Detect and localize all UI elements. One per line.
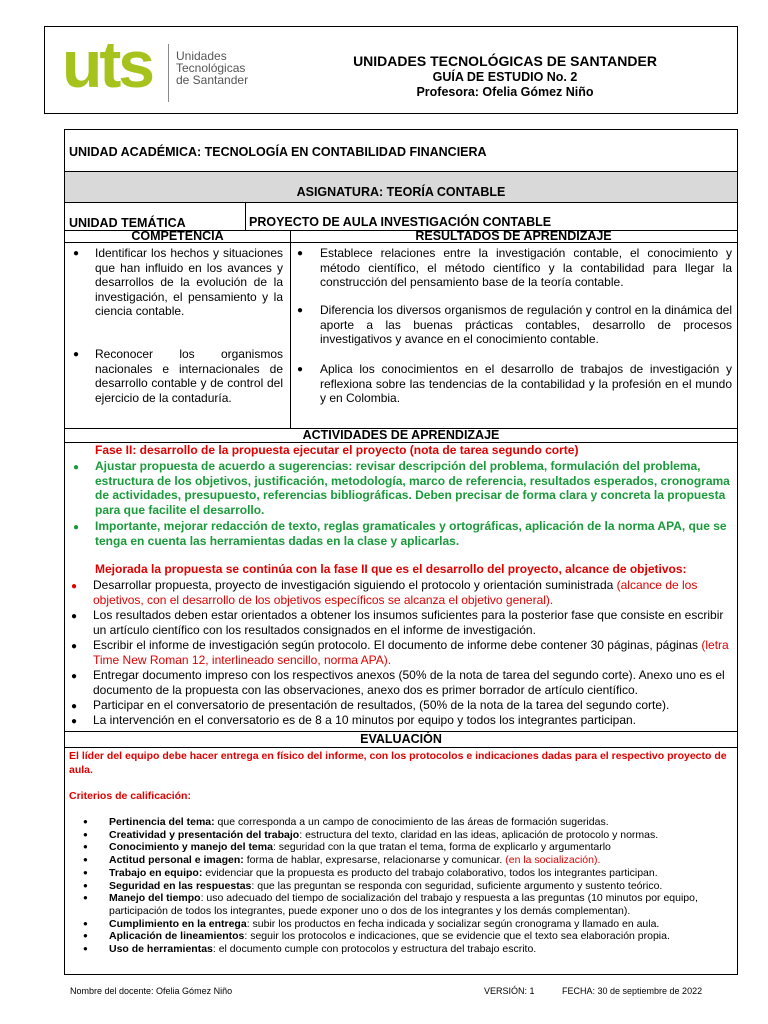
- resultado-item: Diferencia los diversos organismos de regulación y control en la dinámica del aporte a las buenas prácticas contables, desarrollo de procesos investigativos y avance en el conocimiento contable.: [320, 303, 732, 346]
- criteria-list: [83, 816, 733, 956]
- logo-mark: uts: [62, 27, 152, 101]
- criterion: [83, 930, 733, 943]
- teacher-name: Profesora: Ofelia Gómez Niño: [416, 85, 594, 99]
- subject-title: ASIGNATURA: TEORÍA CONTABLE: [296, 185, 506, 199]
- bullet-icon: ●: [83, 842, 88, 852]
- criterion-label: Pertinencia del tema:: [109, 816, 215, 828]
- criterion-text: : seguridad con la que tratan el tema, forma de explicarlo y argumentarlo: [272, 841, 611, 854]
- activity-item: Los resultados deben estar orientados a obtener los insumos suficientes para la posterior fase que consiste en escribir un artículo científico con los resultados consignados en el informe de investigación.: [93, 608, 724, 637]
- bullet-icon: ●: [83, 880, 88, 890]
- competencia-item: Reconocer los organismos nacionales e internacionales de desarrollo contable y de control del ejercicio de la contaduría.: [95, 347, 283, 405]
- criterion: [83, 854, 733, 867]
- bullet-icon: ●: [73, 462, 80, 473]
- institution-title: UNIDADES TECNOLÓGICAS DE SANTANDER: [353, 53, 657, 69]
- criterion-label: Manejo del tiempo: [109, 892, 201, 905]
- competencia-item: Identificar los hechos y situaciones que han influido en los avances y desarrollos de la evolución de la investigación, el pensamiento y la ciencia contable.: [95, 246, 283, 318]
- divider: [65, 202, 737, 203]
- thematic-value: PROYECTO DE AULA INVESTIGACIÓN CONTABLE: [249, 215, 552, 229]
- criterion-label: Conocimiento y manejo del tema: [109, 841, 273, 854]
- competencia-header: COMPETENCIA: [131, 229, 224, 243]
- activity-text: Desarrollar propuesta, proyecto de investigación siguiendo el protocolo y orientación suministrada: [93, 578, 617, 592]
- criterion: [83, 829, 733, 842]
- criterion-note: (en la socialización).: [505, 854, 601, 867]
- criterion-text: : el documento cumple con protocolos y estructura del trabajo escrito.: [212, 943, 537, 956]
- criterion-text: : estructura del texto, claridad en las ideas, aplicación de protocolo y normas.: [299, 828, 659, 841]
- criterion-text: : que las preguntan se responda con seguridad, suficiente argumento y sustento teórico.: [251, 879, 663, 892]
- divider: [290, 230, 291, 428]
- bullet-icon: ●: [71, 611, 78, 622]
- resultado-item: Aplica los conocimientos en el desarrollo de trabajos de investigación y reflexiona sobre las tendencias de la contabilidad y la profesión en el mundo y en Colombia.: [320, 362, 732, 405]
- logo-text-line: Unidades: [176, 49, 227, 63]
- criterion-label: Uso de herramientas: [109, 943, 213, 956]
- activity-note: (alcance de los objetivos, con el desarrollo de los objetivos específicos se alcanza el objetivo general).: [93, 578, 698, 607]
- activity-item: [93, 578, 733, 607]
- adjust-item: Ajustar propuesta de acuerdo a sugerencias: revisar descripción del problema, formulación del problema, estructura de los objetivos, justificación, metodología, marco de referencia, resultados esperados, cronograma de actividades, presupuesto, referencias bibliográficas. Deben precisar de forma clara y concreta la propuesta para que facilite el desarrollo.: [95, 459, 730, 517]
- logo-text-line: de Santander: [176, 73, 249, 87]
- bullet-icon: ●: [83, 893, 88, 903]
- criterion-text: : seguir los protocolos e indicaciones, que se evidencie que el texto sea elaboración propia.: [244, 930, 670, 943]
- bullet-icon: ●: [83, 855, 88, 865]
- criterion-label: Trabajo en equipo:: [109, 866, 203, 879]
- bullet-icon: ●: [83, 944, 88, 954]
- criterion-text: forma de hablar, expresarse, relacionarse y comunicar.: [243, 854, 506, 867]
- criterion-label: Aplicación de lineamientos: [109, 930, 245, 943]
- activity-item: Entregar documento impreso con los respectivos anexos (50% de la nota de tarea del segundo corte). Anexo uno es el documento de la propuesta con las observaciones, anexo dos es primer borrador de artículo científico.: [93, 668, 725, 697]
- thematic-label: UNIDAD TEMÁTICA: [69, 216, 186, 230]
- activity-item: Participar en el conversatorio de presentación de resultados, (50% de la nota de la tarea del segundo corte).: [93, 698, 670, 712]
- bullet-icon: ●: [83, 817, 88, 826]
- logo-text-line: Tecnológicas: [176, 61, 246, 75]
- bullet-icon: ●: [297, 248, 304, 259]
- bullet-icon: ●: [71, 671, 78, 682]
- criterion: [83, 918, 733, 931]
- criteria-title: Criterios de calificación:: [69, 790, 191, 802]
- criterion-text: que corresponda a un campo de conocimiento de las áreas de formación sugeridas.: [214, 816, 609, 828]
- criterion-text: : subir los productos en fecha indicada y socializar según cronograma y llamado en aula.: [246, 917, 660, 930]
- uts-logo: [62, 27, 272, 106]
- bullet-icon: ●: [297, 305, 304, 316]
- criterion-label: Cumplimiento en la entrega: [109, 917, 247, 930]
- criterion: [83, 943, 733, 956]
- guide-title: GUÍA DE ESTUDIO No. 2: [432, 70, 578, 84]
- bullet-icon: ●: [83, 829, 88, 839]
- footer-version: VERSIÓN: 1: [484, 986, 535, 996]
- bullet-icon: ●: [71, 641, 78, 652]
- bullet-icon: ●: [83, 867, 88, 877]
- bullet-icon: ●: [83, 931, 88, 941]
- footer-fecha: FECHA: 30 de septiembre de 2022: [562, 986, 703, 996]
- important-item: Importante, mejorar redacción de texto, reglas gramaticales y ortográficas, aplicación de la norma APA, que se tenga en cuenta las herramientas dadas en la clase y aplicarlas.: [95, 519, 727, 548]
- criterion: [83, 892, 733, 917]
- resultados-header: RESULTADOS DE APRENDIZAJE: [415, 229, 612, 243]
- bullet-icon: ●: [83, 918, 88, 928]
- criterion-text: : uso adecuado del tiempo de socialización del trabajo y respuesta a las preguntas (10 minutos por equipo, participación de todos los integrantes, puede exponer uno o dos de los integrantes y los demás complementan).: [109, 892, 698, 917]
- resultado-item: Establece relaciones entre la investigación contable, el conocimiento y método científico, el método científico y la contabilidad para llegar la construcción del pensamiento base de la teoría contable.: [320, 246, 732, 289]
- content-table: [64, 129, 738, 975]
- evaluation-intro: El líder del equipo debe hacer entrega en físico del informe, con los protocolos e indicaciones dadas para el respectivo proyecto de aula.: [69, 750, 727, 776]
- activity-item: La intervención en el conversatorio es de 8 a 10 minutos por equipo y todos los integrantes participan.: [93, 713, 636, 727]
- criterion: [83, 880, 733, 893]
- phase-title: Fase II: desarrollo de la propuesta ejecutar el proyecto (nota de tarea segundo corte): [95, 443, 579, 457]
- academic-unit: UNIDAD ACADÉMICA: TECNOLOGÍA EN CONTABILIDAD FINANCIERA: [69, 145, 487, 159]
- logo-divider: [168, 44, 169, 102]
- activity-note: (letra Time New Roman 12, interlineado sencillo, norma APA).: [93, 638, 729, 667]
- activity-item: [93, 638, 733, 667]
- actividades-header: ACTIVIDADES DE APRENDIZAJE: [302, 428, 500, 442]
- bullet-icon: ●: [71, 581, 78, 592]
- divider: [245, 202, 246, 230]
- activity-text: Escribir el informe de investigación según protocolo. El documento de informe debe contener 30 páginas, páginas: [93, 638, 702, 652]
- criterion: [83, 816, 733, 829]
- bullet-icon: ●: [71, 701, 78, 712]
- criterion-label: Actitud personal e imagen:: [109, 854, 244, 867]
- bullet-icon: ●: [71, 716, 78, 727]
- criterion-label: Creatividad y presentación del trabajo: [109, 828, 300, 841]
- criterion-label: Seguridad en las respuestas: [109, 879, 252, 892]
- criterion-text: evidenciar que la propuesta es producto del trabajo colaborativo, todos los integrantes participan.: [202, 866, 658, 879]
- criterion: [83, 841, 733, 854]
- evaluacion-header: EVALUACIÓN: [360, 732, 442, 746]
- bullet-icon: ●: [73, 522, 80, 533]
- divider: [65, 747, 737, 748]
- continue-title: Mejorada la propuesta se continúa con la fase II que es el desarrollo del proyecto, alcance de objetivos:: [95, 562, 687, 576]
- divider: [65, 242, 737, 243]
- bullet-icon: ●: [73, 248, 80, 259]
- footer-docente: Nombre del docente: Ofelia Gómez Niño: [70, 986, 233, 996]
- logo-text: [176, 50, 248, 86]
- criterion: [83, 867, 733, 880]
- bullet-icon: ●: [73, 349, 80, 360]
- bullet-icon: ●: [297, 364, 304, 375]
